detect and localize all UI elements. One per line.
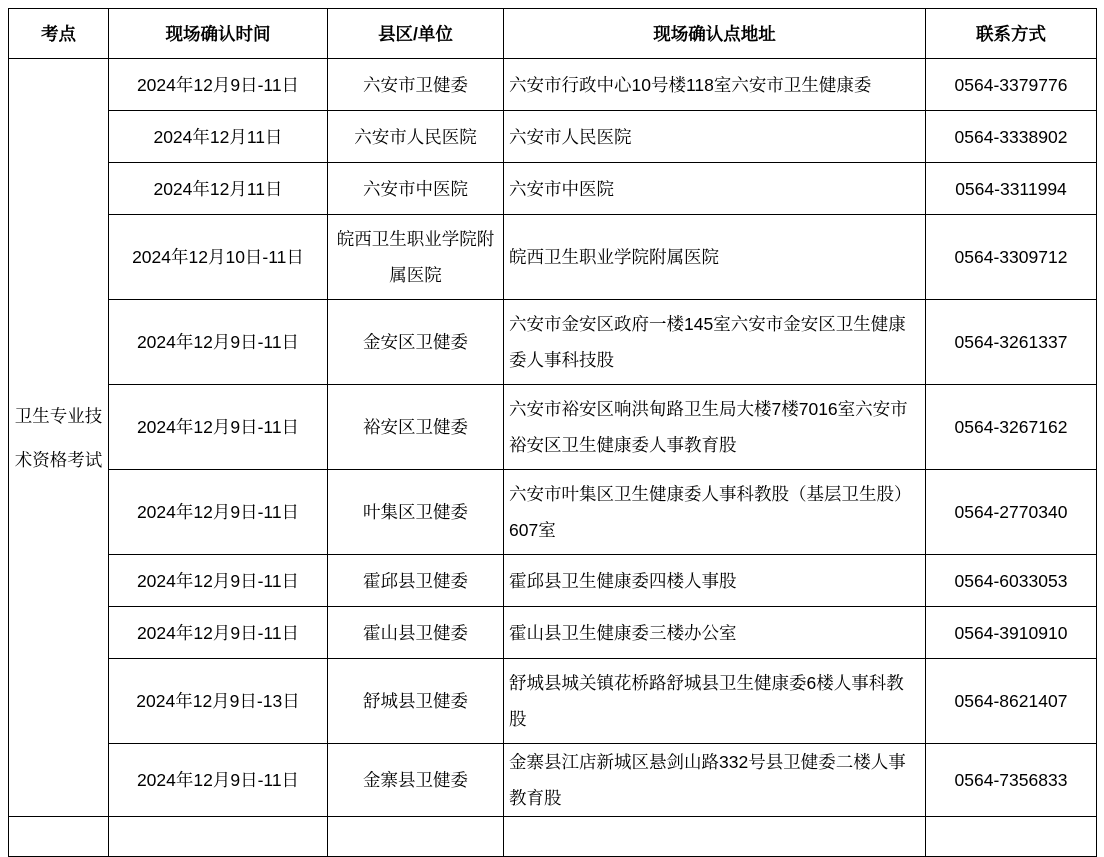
cell-phone: 0564-3379776 — [926, 59, 1097, 111]
empty-cell — [328, 817, 504, 857]
cell-time: 2024年12月10日-11日 — [109, 215, 328, 300]
cell-address: 六安市叶集区卫生健康委人事科教股（基层卫生股）607室 — [504, 470, 926, 555]
cell-time: 2024年12月9日-11日 — [109, 59, 328, 111]
cell-address: 皖西卫生职业学院附属医院 — [504, 215, 926, 300]
cell-unit: 霍邱县卫健委 — [328, 555, 504, 607]
cell-address: 六安市行政中心10号楼118室六安市卫生健康委 — [504, 59, 926, 111]
table-row — [9, 59, 1097, 111]
table-body — [9, 59, 1097, 857]
table-row — [9, 659, 1097, 744]
cell-unit: 金寨县卫健委 — [328, 744, 504, 817]
cell-unit: 裕安区卫健委 — [328, 385, 504, 470]
cell-time: 2024年12月9日-11日 — [109, 607, 328, 659]
table-header — [9, 9, 1097, 59]
table-row — [9, 163, 1097, 215]
cell-address: 金寨县江店新城区悬剑山路332号县卫健委二楼人事教育股 — [504, 744, 926, 817]
empty-cell — [504, 817, 926, 857]
cell-time: 2024年12月9日-11日 — [109, 555, 328, 607]
header-time: 现场确认时间 — [109, 9, 328, 59]
cell-unit: 六安市人民医院 — [328, 111, 504, 163]
cell-unit: 霍山县卫健委 — [328, 607, 504, 659]
confirmation-table — [8, 8, 1097, 857]
cell-address: 舒城县城关镇花桥路舒城县卫生健康委6楼人事科教股 — [504, 659, 926, 744]
empty-cell — [926, 817, 1097, 857]
table-row — [9, 385, 1097, 470]
table-row — [9, 555, 1097, 607]
partial-row — [9, 817, 1097, 857]
cell-phone: 0564-7356833 — [926, 744, 1097, 817]
cell-phone: 0564-3910910 — [926, 607, 1097, 659]
cell-phone: 0564-3309712 — [926, 215, 1097, 300]
table-row — [9, 111, 1097, 163]
empty-cell — [9, 817, 109, 857]
confirmation-table-container — [8, 8, 1096, 857]
cell-time: 2024年12月11日 — [109, 111, 328, 163]
cell-phone: 0564-3338902 — [926, 111, 1097, 163]
cell-unit: 六安市卫健委 — [328, 59, 504, 111]
header-phone: 联系方式 — [926, 9, 1097, 59]
cell-time: 2024年12月9日-11日 — [109, 470, 328, 555]
cell-phone: 0564-3261337 — [926, 300, 1097, 385]
table-row — [9, 470, 1097, 555]
header-exam-site: 考点 — [9, 9, 109, 59]
cell-phone: 0564-8621407 — [926, 659, 1097, 744]
table-row — [9, 215, 1097, 300]
cell-phone: 0564-3311994 — [926, 163, 1097, 215]
cell-address: 六安市中医院 — [504, 163, 926, 215]
empty-cell — [109, 817, 328, 857]
cell-address: 六安市人民医院 — [504, 111, 926, 163]
cell-time: 2024年12月9日-11日 — [109, 744, 328, 817]
cell-address: 六安市金安区政府一楼145室六安市金安区卫生健康委人事科技股 — [504, 300, 926, 385]
cell-phone: 0564-2770340 — [926, 470, 1097, 555]
cell-address: 霍邱县卫生健康委四楼人事股 — [504, 555, 926, 607]
cell-unit: 叶集区卫健委 — [328, 470, 504, 555]
table-row — [9, 744, 1097, 817]
exam-site-cell: 卫生专业技术资格考试 — [9, 59, 109, 817]
table-row — [9, 300, 1097, 385]
cell-time: 2024年12月9日-13日 — [109, 659, 328, 744]
cell-time: 2024年12月9日-11日 — [109, 300, 328, 385]
cell-unit: 皖西卫生职业学院附属医院 — [328, 215, 504, 300]
cell-phone: 0564-6033053 — [926, 555, 1097, 607]
cell-unit: 六安市中医院 — [328, 163, 504, 215]
cell-time: 2024年12月9日-11日 — [109, 385, 328, 470]
cell-time: 2024年12月11日 — [109, 163, 328, 215]
cell-address: 六安市裕安区响洪甸路卫生局大楼7楼7016室六安市裕安区卫生健康委人事教育股 — [504, 385, 926, 470]
cell-phone: 0564-3267162 — [926, 385, 1097, 470]
cell-unit: 金安区卫健委 — [328, 300, 504, 385]
header-address: 现场确认点地址 — [504, 9, 926, 59]
cell-address: 霍山县卫生健康委三楼办公室 — [504, 607, 926, 659]
header-row — [9, 9, 1097, 59]
header-unit: 县区/单位 — [328, 9, 504, 59]
cell-unit: 舒城县卫健委 — [328, 659, 504, 744]
table-row — [9, 607, 1097, 659]
